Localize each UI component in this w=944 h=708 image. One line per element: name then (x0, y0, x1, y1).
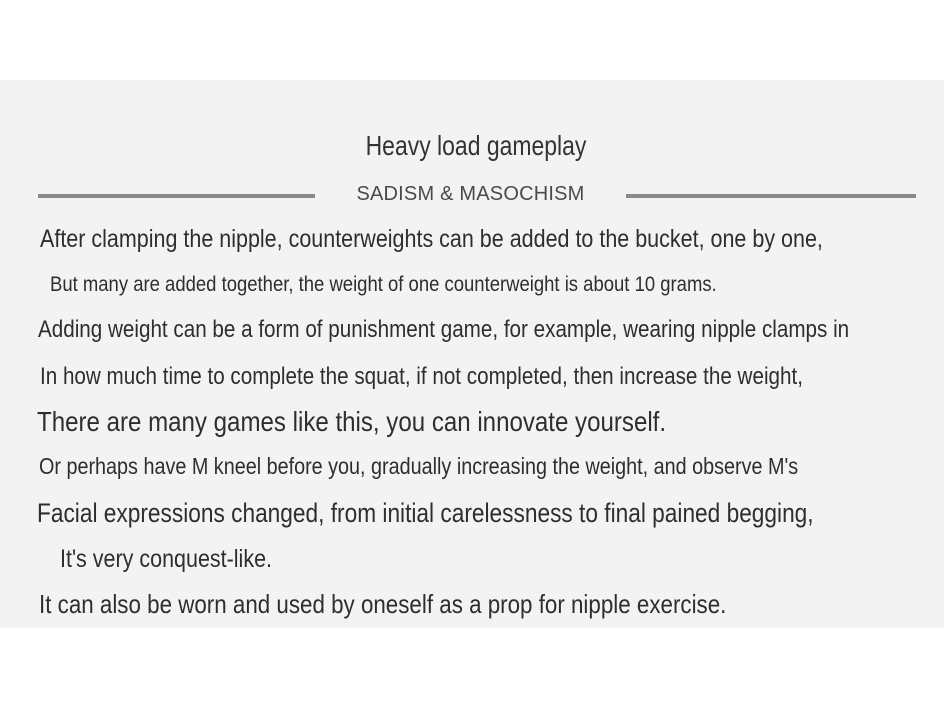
body-line-2: But many are added together, the weight of one counterweight is about 10 grams. (50, 273, 717, 296)
divider-left (38, 194, 315, 198)
page-title: Heavy load gameplay (365, 130, 587, 161)
body-line-6: Or perhaps have M kneel before you, gradually increasing the weight, and observe M's (39, 453, 799, 479)
body-line-1: After clamping the nipple, counterweights can be added to the bucket, one by one, (40, 225, 823, 253)
body-line-4: In how much time to complete the squat, if not completed, then increase the weight, (40, 363, 803, 390)
divider-right (626, 194, 916, 198)
body-line-9: It can also be worn and used by oneself as a prop for nipple exercise. (39, 589, 727, 619)
body-line-5: There are many games like this, you can innovate yourself. (37, 406, 667, 437)
body-line-3: Adding weight can be a form of punishment game, for example, wearing nipple clamps in (38, 316, 850, 343)
body-line-8: It's very conquest-like. (60, 545, 273, 573)
section-subtitle: SADISM & MASOCHISM (356, 183, 585, 205)
body-line-7: Facial expressions changed, from initial carelessness to final pained begging, (37, 498, 814, 528)
